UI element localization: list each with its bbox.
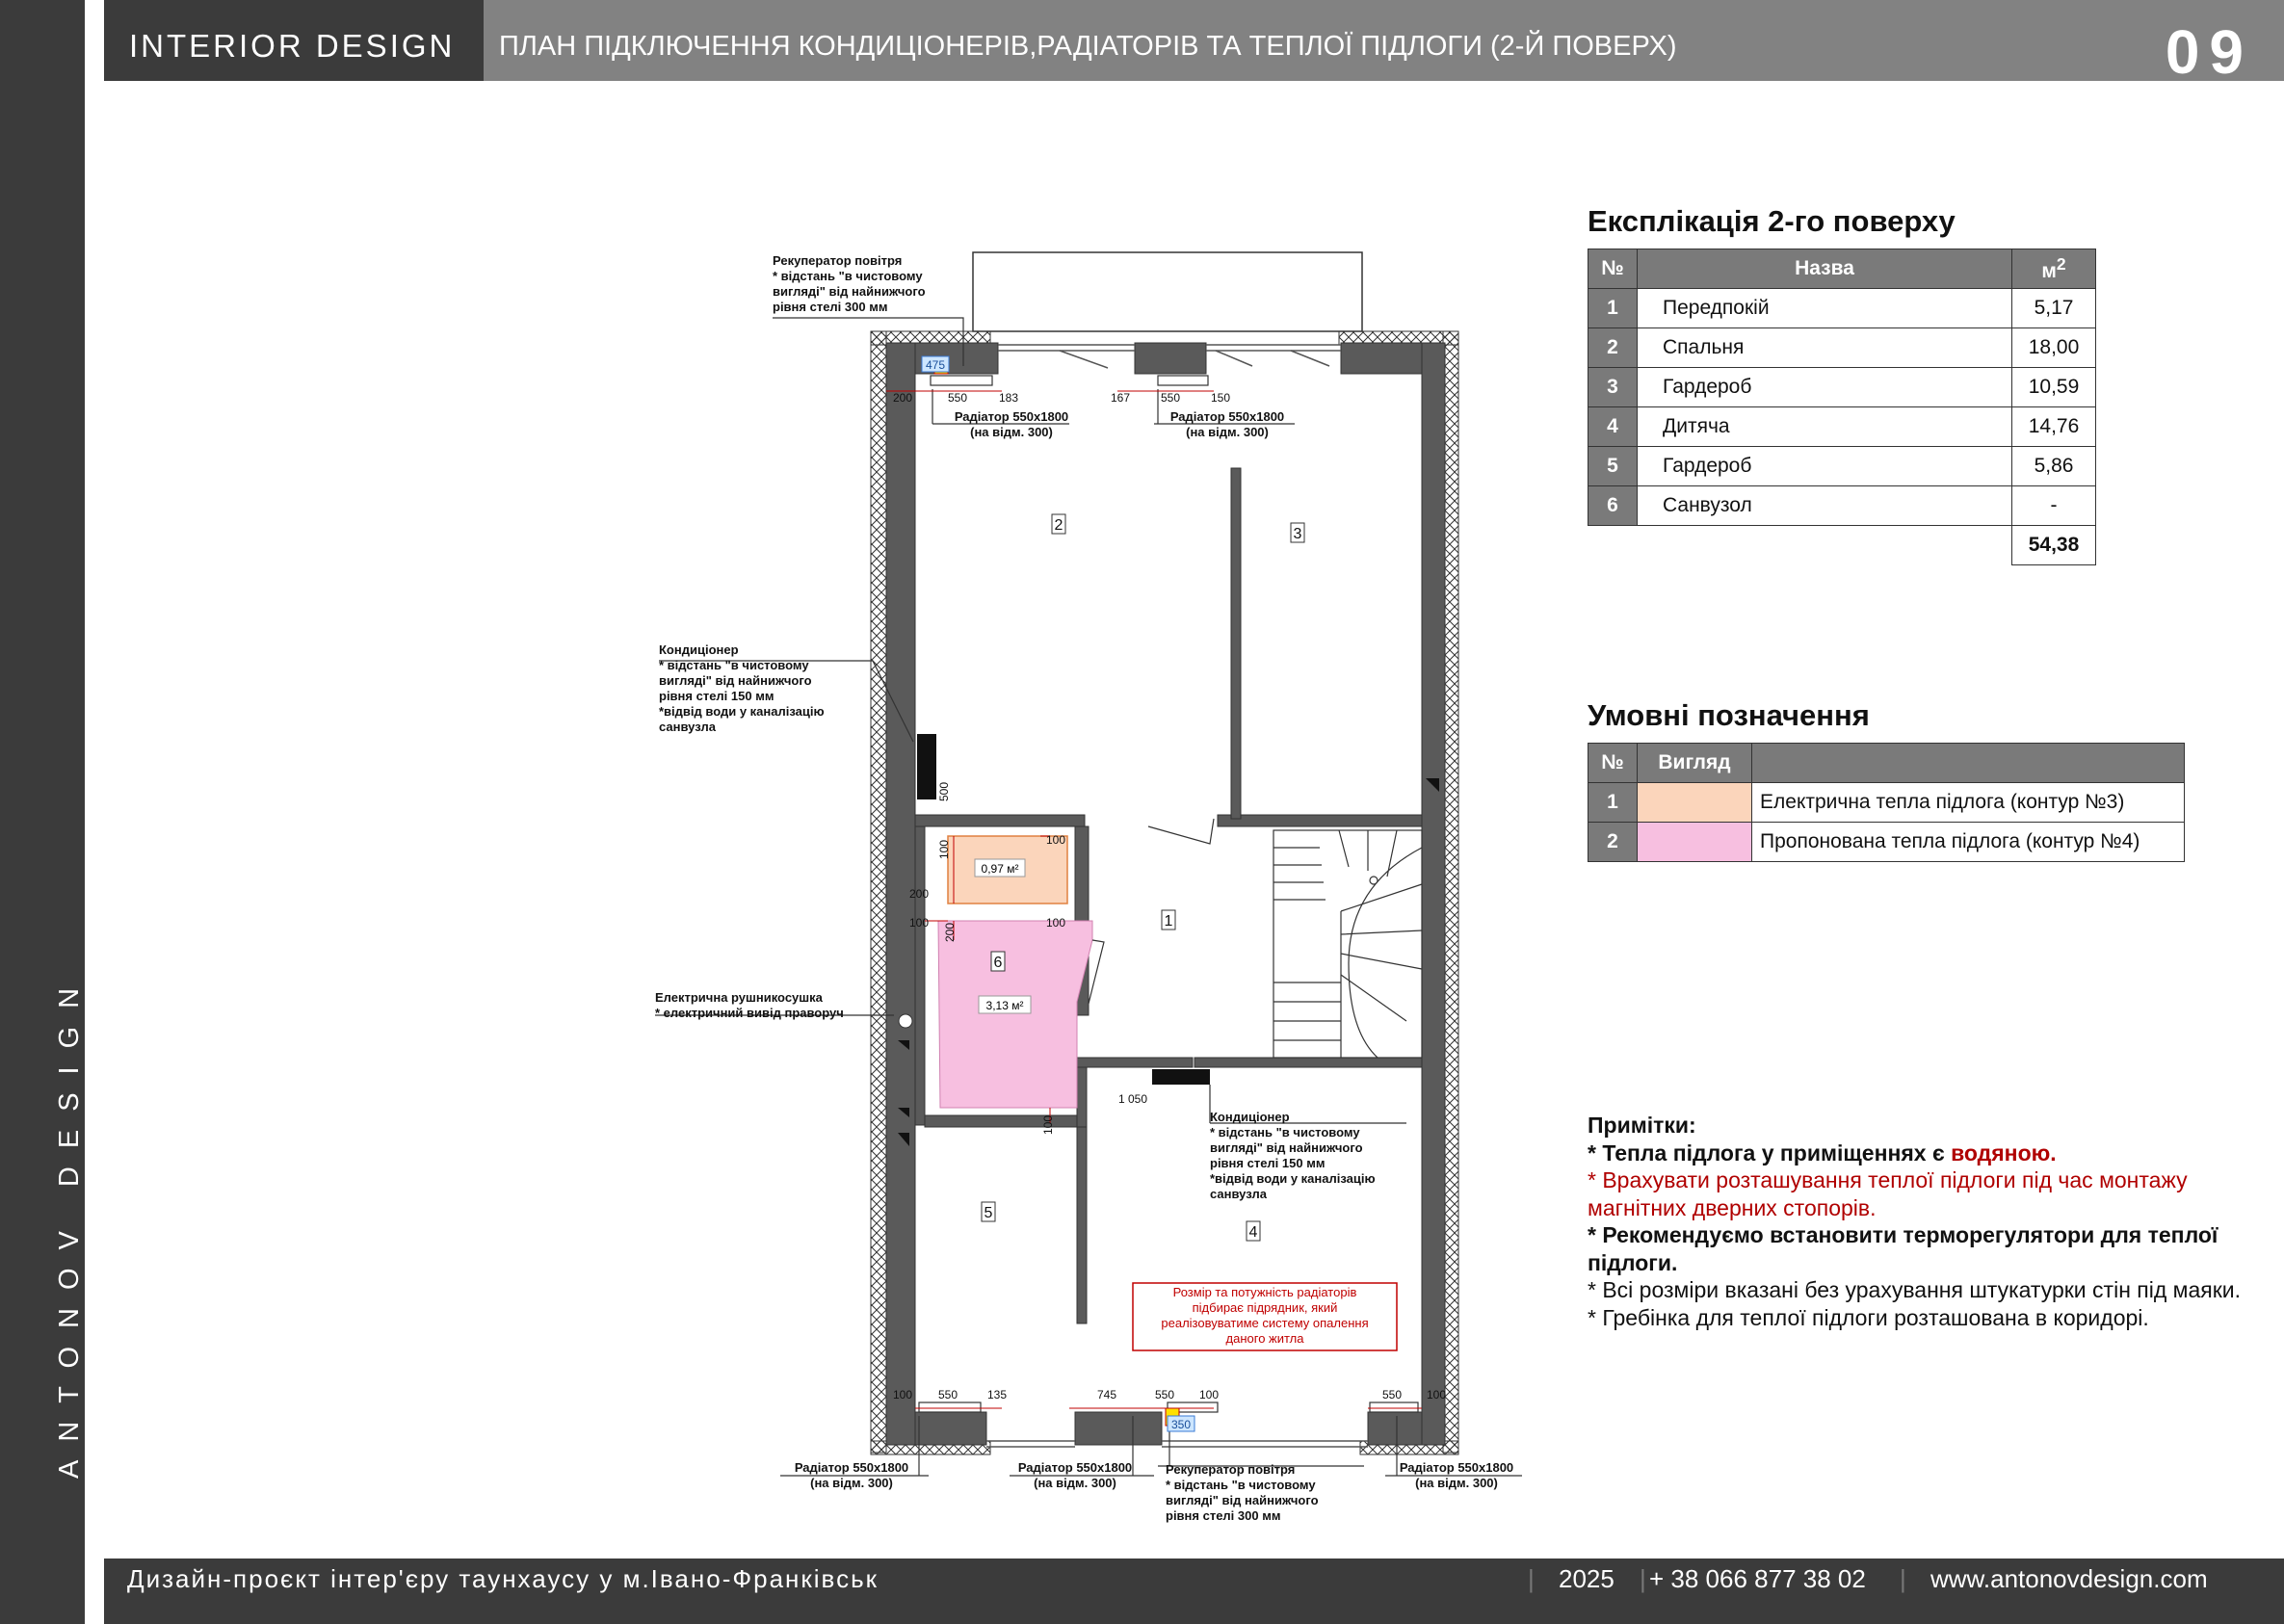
ac-unit-right bbox=[1152, 1069, 1210, 1085]
room-label-2: 2 bbox=[1054, 517, 1063, 534]
legend-text: Електрична тепла підлога (контур №3) bbox=[1752, 783, 2185, 823]
dim-b100b: 100 bbox=[1198, 1388, 1220, 1401]
table-row bbox=[1588, 407, 2096, 447]
legend-text: Пропонована тепла підлога (контур №4) bbox=[1752, 823, 2185, 862]
footer-bar bbox=[104, 1559, 2284, 1624]
legend-swatch-electric bbox=[1638, 783, 1752, 823]
footer-separator-3: | bbox=[1900, 1564, 1906, 1593]
row-area: 5,86 bbox=[2012, 447, 2096, 486]
contractor-note-line-3: реалізовуватиме систему опалення bbox=[1161, 1316, 1369, 1330]
explication-title: Експлікація 2-го поверху bbox=[1588, 204, 1956, 238]
recuperator-top-note bbox=[773, 253, 926, 314]
dim-b745: 745 bbox=[1096, 1388, 1117, 1401]
contractor-note-line-4: даного житла bbox=[1225, 1331, 1304, 1346]
legend-header-blank bbox=[1752, 744, 2185, 783]
radiator-label-5-sub: (на відм. 300) bbox=[1415, 1476, 1498, 1490]
radiator-label-4-title: Радіатор 550х1800 bbox=[1017, 1460, 1133, 1475]
recup-bottom-line-2: * відстань "в чистовому bbox=[1166, 1478, 1316, 1492]
table-row bbox=[1588, 289, 2096, 328]
dim-t167: 167 bbox=[1110, 391, 1131, 405]
footer-phone: + 38 066 877 38 02 bbox=[1649, 1564, 1866, 1593]
ac-left-line-4: рівня стелі 150 мм bbox=[659, 689, 774, 703]
notes-title: Примітки: bbox=[1588, 1113, 1696, 1138]
dim-b100c: 100 bbox=[1426, 1388, 1447, 1401]
staircase bbox=[1273, 830, 1422, 1058]
dim-b100a: 100 bbox=[892, 1388, 913, 1401]
footer-project: Дизайн-проєкт інтер'єру таунхаусу у м.Івано-Франківськ bbox=[127, 1564, 879, 1593]
radiator-label-3-title: Радіатор 550х1800 bbox=[794, 1460, 909, 1475]
table-row bbox=[1588, 486, 2096, 526]
row-name: Передпокій bbox=[1638, 289, 2012, 328]
row-area: 18,00 bbox=[2012, 328, 2096, 368]
recup-top-line-3: вигляді" від найнижчого bbox=[773, 284, 926, 299]
dim-1050: 1 050 bbox=[1117, 1092, 1148, 1106]
table-row bbox=[1588, 447, 2096, 486]
row-name: Санвузол bbox=[1638, 486, 2012, 526]
towel-dryer-note bbox=[655, 990, 844, 1020]
room-label-5: 5 bbox=[984, 1205, 993, 1221]
row-num: 6 bbox=[1588, 486, 1638, 526]
legend-num: 2 bbox=[1588, 823, 1638, 862]
total-row bbox=[1588, 526, 2096, 565]
dim-b550a: 550 bbox=[937, 1388, 958, 1401]
room-label-3: 3 bbox=[1293, 526, 1302, 542]
recup-bottom-line-1: Рекуператор повітря bbox=[1166, 1462, 1296, 1477]
note-4: * Всі розміри вказані без урахування штукатурки стін під маяки. bbox=[1588, 1277, 2242, 1302]
dim-t183: 183 bbox=[998, 391, 1019, 405]
legend-section bbox=[1588, 698, 2185, 862]
row-num: 2 bbox=[1588, 328, 1638, 368]
contractor-note-line-1: Розмір та потужність радіаторів bbox=[1172, 1285, 1357, 1299]
ac-right-line-3: вигляді" від найнижчого bbox=[1210, 1140, 1363, 1155]
ac-left-line-3: вигляді" від найнижчого bbox=[659, 673, 812, 688]
note-1-text: * Тепла підлога у приміщеннях є bbox=[1588, 1139, 1952, 1166]
dim-l100e: 100 bbox=[1041, 1114, 1055, 1136]
row-num: 3 bbox=[1588, 368, 1638, 407]
row-name: Гардероб bbox=[1638, 447, 2012, 486]
towel-line-2: * електричний вивід праворуч bbox=[655, 1006, 844, 1020]
towel-dryer-outlet bbox=[899, 1014, 912, 1028]
dim-t200: 200 bbox=[892, 391, 913, 405]
note-5: * Гребінка для теплої підлоги розташована в коридорі. bbox=[1588, 1304, 2149, 1330]
ac-right-line-5: *відвід води у каналізацію bbox=[1210, 1171, 1376, 1186]
dim-t550b: 550 bbox=[1160, 391, 1181, 405]
dim-l100b: 100 bbox=[937, 839, 951, 860]
legend-swatch-proposed bbox=[1638, 823, 1752, 862]
contractor-note-line-2: підбирає підрядник, який bbox=[1192, 1300, 1338, 1315]
recup-top-line-4: рівня стелі 300 мм bbox=[773, 300, 888, 314]
explication-header-num: № bbox=[1588, 249, 1638, 289]
radiator-label-1-sub: (на відм. 300) bbox=[970, 425, 1053, 439]
notes-section bbox=[1588, 1112, 2262, 1331]
room-label-6: 6 bbox=[993, 955, 1003, 971]
row-area: 10,59 bbox=[2012, 368, 2096, 407]
legend-table bbox=[1588, 743, 2185, 862]
ac-left-note bbox=[659, 642, 825, 734]
radiator-label-5-title: Радіатор 550х1800 bbox=[1399, 1460, 1514, 1475]
area-label-large: 3,13 м² bbox=[985, 999, 1024, 1012]
ac-left-line-2: * відстань "в чистовому bbox=[659, 658, 809, 672]
recup-bottom-line-3: вигляді" від найнижчого bbox=[1166, 1493, 1319, 1507]
sidebar-brand: ANTONOV DESIGN bbox=[54, 969, 85, 1479]
ac-right-line-1: Кондиціонер bbox=[1210, 1110, 1290, 1124]
explication-table bbox=[1588, 249, 2096, 565]
ac-left-line-1: Кондиціонер bbox=[659, 642, 739, 657]
dim-b135: 135 bbox=[986, 1388, 1008, 1401]
header-brand-label: INTERIOR DESIGN bbox=[104, 0, 484, 81]
legend-num: 1 bbox=[1588, 783, 1638, 823]
proposed-floor-zone bbox=[938, 921, 1092, 1108]
row-name: Гардероб bbox=[1638, 368, 2012, 407]
dim-t150: 150 bbox=[1210, 391, 1231, 405]
dim-l100d: 100 bbox=[1045, 916, 1066, 930]
row-num: 5 bbox=[1588, 447, 1638, 486]
row-num: 4 bbox=[1588, 407, 1638, 447]
legend-row bbox=[1588, 783, 2185, 823]
total-area: 54,38 bbox=[2012, 526, 2096, 565]
dim-l200b: 200 bbox=[943, 922, 957, 943]
recup-top-line-1: Рекуператор повітря bbox=[773, 253, 903, 268]
note-3: * Рекомендуємо встановити терморегулятори для теплої підлоги. bbox=[1588, 1222, 2218, 1275]
dim-500: 500 bbox=[937, 781, 951, 802]
radiator-label-2-sub: (на відм. 300) bbox=[1186, 425, 1269, 439]
footer-separator-1: | bbox=[1528, 1564, 1535, 1593]
dim-350: 350 bbox=[1170, 1418, 1192, 1431]
explication-section bbox=[1588, 204, 2096, 565]
note-1 bbox=[1588, 1139, 2262, 1167]
explication-header-area: $м^2$ bbox=[2012, 249, 2096, 289]
row-area: 5,17 bbox=[2012, 289, 2096, 328]
dim-t550a: 550 bbox=[947, 391, 968, 405]
dim-b550b: 550 bbox=[1154, 1388, 1175, 1401]
radiator-label-1-title: Радіатор 550х1800 bbox=[954, 409, 1069, 424]
doors bbox=[1089, 819, 1214, 1004]
table-row bbox=[1588, 368, 2096, 407]
radiator-label-2-title: Радіатор 550х1800 bbox=[1169, 409, 1285, 424]
footer-website[interactable]: www.antonovdesign.com bbox=[1930, 1564, 2208, 1593]
legend-header-num: № bbox=[1588, 744, 1638, 783]
ac-right-line-4: рівня стелі 150 мм bbox=[1210, 1156, 1326, 1170]
area-label-small: 0,97 м² bbox=[981, 862, 1019, 876]
footer-separator-2: | bbox=[1640, 1564, 1646, 1593]
recuperator-bottom-note bbox=[1166, 1462, 1319, 1523]
explication-header-name: Назва bbox=[1638, 249, 2012, 289]
ac-unit-left bbox=[917, 734, 936, 799]
towel-line-1: Електрична рушникосушка bbox=[655, 990, 823, 1005]
note-2: * Врахувати розташування теплої підлоги під час монтажу магнітних дверних стопорів. bbox=[1588, 1167, 2188, 1220]
table-row bbox=[1588, 328, 2096, 368]
ac-left-line-5: *відвід води у каналізацію bbox=[659, 704, 825, 719]
recup-bottom-line-4: рівня стелі 300 мм bbox=[1166, 1508, 1281, 1523]
row-name: Спальня bbox=[1638, 328, 2012, 368]
legend-title: Умовні позначення bbox=[1588, 698, 1870, 732]
footer-year: 2025 bbox=[1559, 1564, 1615, 1593]
room-label-4: 4 bbox=[1248, 1224, 1258, 1241]
row-area: - bbox=[2012, 486, 2096, 526]
dim-l200a: 200 bbox=[908, 887, 930, 901]
ac-right-line-2: * відстань "в чистовому bbox=[1210, 1125, 1360, 1139]
total-spacer bbox=[1588, 526, 1638, 565]
page-number: 09 bbox=[2165, 17, 2253, 87]
legend-row bbox=[1588, 823, 2185, 862]
row-name: Дитяча bbox=[1638, 407, 2012, 447]
balcony-outline bbox=[973, 252, 1362, 331]
radiator-label-3-sub: (на відм. 300) bbox=[810, 1476, 893, 1490]
legend-header-view: Вигляд bbox=[1638, 744, 1752, 783]
dim-b550c: 550 bbox=[1381, 1388, 1403, 1401]
total-spacer bbox=[1638, 526, 2012, 565]
dim-l100c: 100 bbox=[908, 916, 930, 930]
radiator-label-4-sub: (на відм. 300) bbox=[1034, 1476, 1116, 1490]
dim-475: 475 bbox=[925, 358, 946, 372]
page-title: ПЛАН ПІДКЛЮЧЕННЯ КОНДИЦІОНЕРІВ,РАДІАТОРІВ ТА ТЕПЛОЇ ПІДЛОГИ (2-Й ПОВЕРХ) bbox=[499, 31, 1677, 62]
note-1-highlight: водяною. bbox=[1951, 1139, 2057, 1166]
row-area: 14,76 bbox=[2012, 407, 2096, 447]
ac-right-line-6: санвузла bbox=[1210, 1187, 1267, 1201]
room-label-1: 1 bbox=[1164, 913, 1173, 930]
dim-l100a: 100 bbox=[1045, 833, 1066, 847]
row-num: 1 bbox=[1588, 289, 1638, 328]
recup-top-line-2: * відстань "в чистовому bbox=[773, 269, 923, 283]
ac-left-line-6: санвузла bbox=[659, 720, 716, 734]
